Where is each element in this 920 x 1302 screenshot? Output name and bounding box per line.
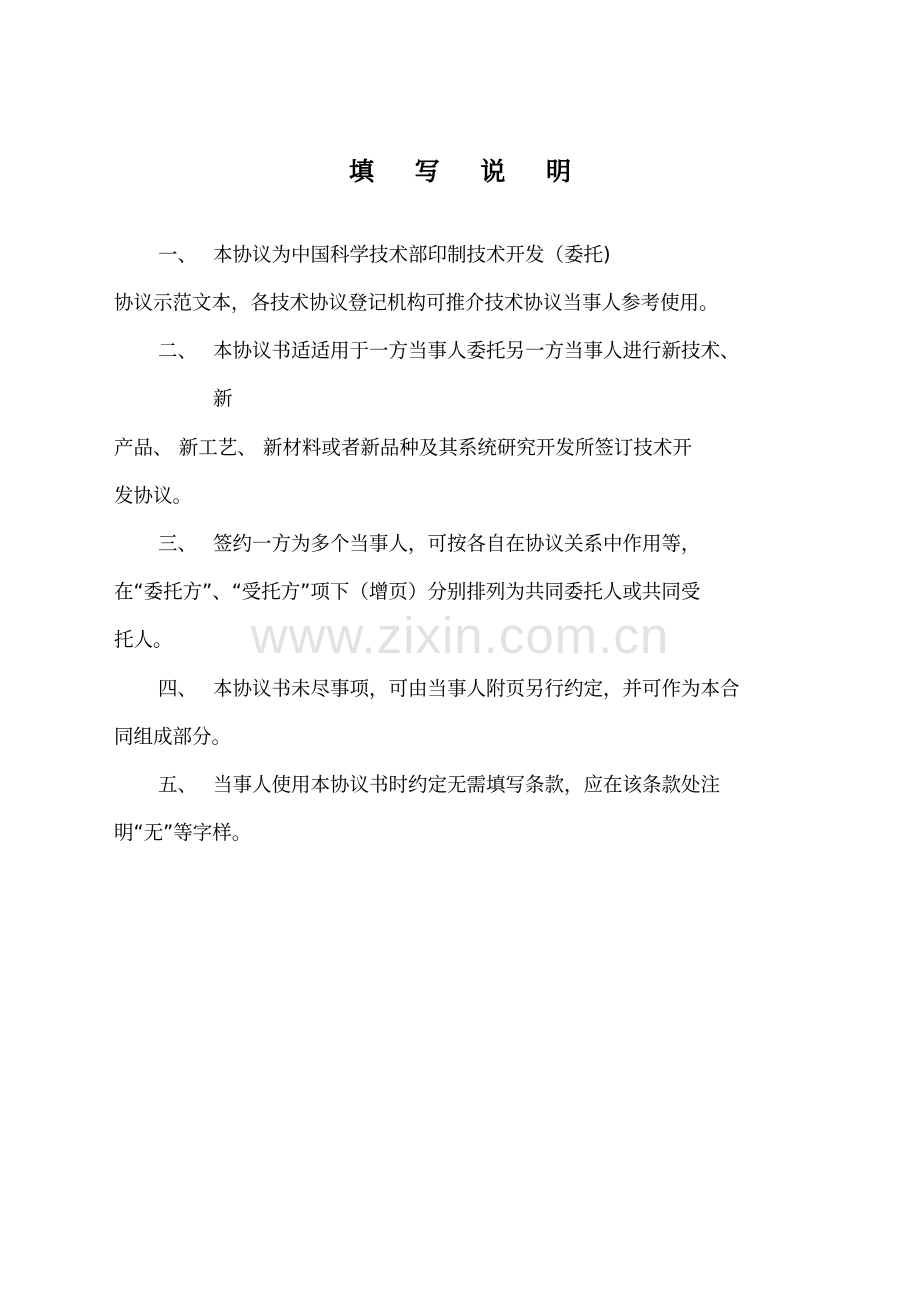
item-1-continuation: 协议示范文本，各技术协议登记机构可推介技术协议当事人参考使用。 <box>114 291 719 314</box>
item-2-wrap: 新 <box>213 387 233 410</box>
watermark: www.zixin.com.cn <box>250 607 670 664</box>
item-2-text: 本协议书适适用于一方当事人委托另一方当事人进行新技术、 <box>213 339 740 362</box>
item-2-continuation: 产品、 新工艺、 新材料或者新品种及其系统研究开发所签订技术开 <box>114 436 692 459</box>
page-title: 填 写 说 明 <box>348 157 588 186</box>
item-1-text: 本协议为中国科学技术部印制技术开发（委托) <box>213 243 611 266</box>
item-5-first-line <box>158 770 720 800</box>
item-4-number: 四、 <box>158 677 198 700</box>
item-4-first-line <box>158 674 740 704</box>
item-3-number: 三、 <box>158 532 198 555</box>
item-2-first-line <box>158 336 740 366</box>
item-3-text: 签约一方为多个当事人，可按各自在协议关系中作用等， <box>213 532 701 555</box>
item-4-text: 本协议书未尽事项，可由当事人附页另行约定，并可作为本合 <box>213 677 740 700</box>
item-2-continuation-2: 发协议。 <box>114 484 193 507</box>
item-3-continuation: 在“委托方”、“受托方”项下（增页）分别排列为共同委托人或共同受 <box>114 580 701 603</box>
item-5-text: 当事人使用本协议书时约定无需填写条款，应在该条款处注 <box>213 773 721 796</box>
item-2-number: 二、 <box>158 339 198 362</box>
item-1-number: 一、 <box>158 243 198 266</box>
item-4-continuation: 同组成部分。 <box>114 725 232 748</box>
item-1-first-line <box>158 240 611 270</box>
item-3-first-line <box>158 529 701 559</box>
item-5-continuation: 明“无”等字样。 <box>114 821 252 844</box>
item-3-continuation-2: 托人。 <box>114 628 173 651</box>
item-5-number: 五、 <box>158 773 198 796</box>
